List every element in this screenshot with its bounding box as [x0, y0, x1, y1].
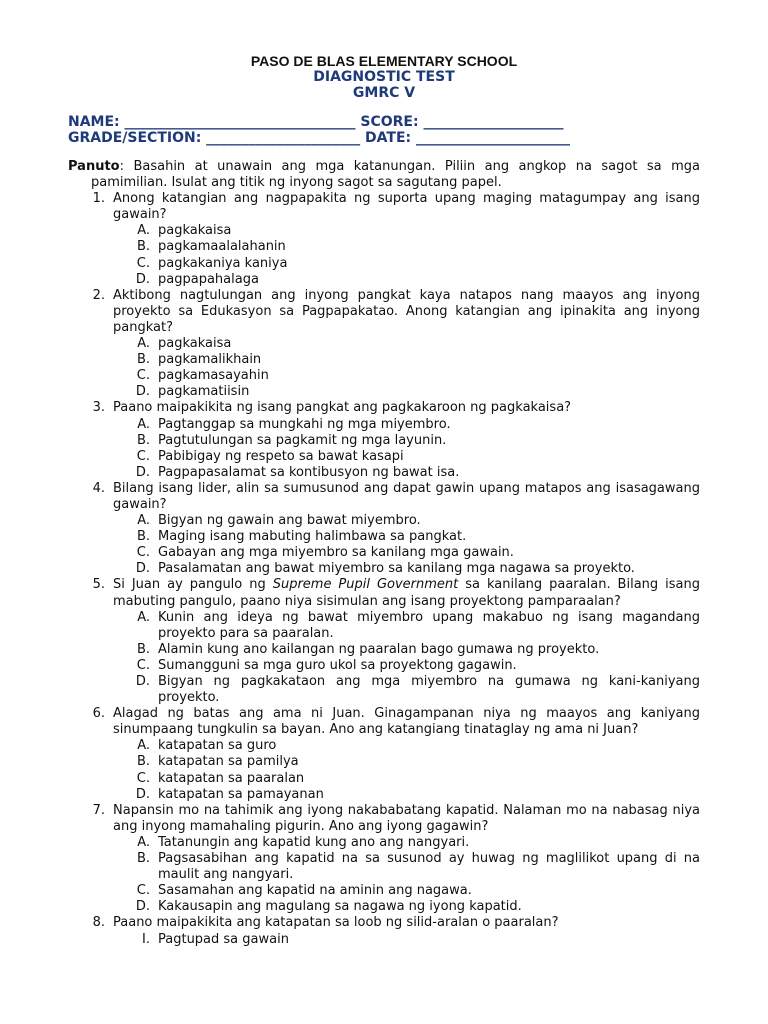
choice-letter: B. — [136, 352, 150, 368]
choice-text: pagkamatiisin — [158, 384, 250, 400]
choice-text: Pagtutulungan sa pagkamit ng mga layunin. — [158, 432, 447, 448]
choice-b — [68, 239, 700, 255]
choice-d — [68, 465, 700, 481]
choice-a — [68, 223, 700, 239]
question-2 — [68, 288, 700, 336]
choice-letter: C. — [136, 368, 150, 384]
question-text — [113, 577, 700, 609]
choice-text: pagpapahalaga — [158, 271, 259, 287]
question-3-choices — [68, 417, 700, 481]
test-content — [68, 159, 700, 948]
choice-text: katapatan sa guro — [158, 738, 277, 754]
choice-letter: C. — [136, 770, 150, 786]
question-8 — [68, 915, 700, 931]
document-header — [0, 53, 768, 101]
choice-text: Sasamahan ang kapatid na aminin ang nagawa. — [158, 883, 472, 899]
choice-a — [68, 738, 700, 754]
question-number: 8. — [92, 915, 105, 931]
choice-text: katapatan sa pamilya — [158, 754, 299, 770]
choice-letter: C. — [136, 448, 150, 464]
choice-letter: C. — [136, 255, 150, 271]
choice-c — [68, 256, 700, 272]
question-5-choices — [68, 610, 700, 707]
choice-letter: D. — [135, 561, 150, 577]
choice-d — [68, 272, 700, 288]
instructions-body — [68, 159, 700, 191]
choice-letter: A. — [137, 513, 150, 529]
choice-c — [68, 545, 700, 561]
choice-a — [68, 610, 700, 642]
choice-b — [68, 352, 700, 368]
choice-letter: D. — [135, 384, 150, 400]
choice-text: pagkakaisa — [158, 336, 232, 352]
choice-text: pagkamalikhain — [158, 352, 262, 368]
choice-text: Gabayan ang mga miyembro sa kanilang mga gawain. — [158, 545, 514, 561]
choice-letter: D. — [135, 899, 150, 915]
choice-letter: D. — [135, 464, 150, 480]
choice-b — [68, 851, 700, 883]
choice-letter: B. — [136, 529, 150, 545]
question-8-choices — [68, 932, 700, 948]
choice-letter: C. — [136, 657, 150, 673]
choice-text: katapatan sa paaralan — [158, 770, 305, 786]
choice-letter: A. — [137, 738, 150, 754]
choice-letter: A. — [137, 416, 150, 432]
question-text-italic: Supreme Pupil Government — [272, 577, 459, 593]
choice-c — [68, 883, 700, 899]
choice-letter: B. — [136, 851, 150, 867]
instructions-label: Panuto — [68, 159, 120, 174]
question-number: 5. — [92, 577, 105, 593]
question-number: 1. — [92, 191, 105, 207]
choice-b — [68, 754, 700, 770]
choice-text: Tatanungin ang kapatid kung ano ang nangyari. — [158, 834, 470, 850]
choice-letter: D. — [135, 271, 150, 287]
choice-text: Pabibigay ng respeto sa bawat kasapi — [158, 448, 404, 464]
question-1 — [68, 191, 700, 223]
choice-d — [68, 899, 700, 915]
choice-d — [68, 674, 700, 706]
question-text: Alagad ng batas ang ama ni Juan. Ginagampanan niya ng maayos ang kaniyang sinumpaang tungkulin sa bayan. Ano ang katangiang tinataglay ng ama ni Juan? — [113, 706, 700, 738]
student-info-fields — [68, 114, 708, 146]
choice-letter: B. — [136, 754, 150, 770]
choice-d — [68, 787, 700, 803]
question-4 — [68, 481, 700, 513]
question-text: Napansin mo na tahimik ang iyong nakababatang kapatid. Nalaman mo na nabasag niya ang inyong mamahaling pigurin. Ano ang iyong gagawin? — [113, 802, 700, 834]
choice-text: Kakausapin ang magulang sa nagawa ng iyong kapatid. — [158, 899, 522, 915]
subject-title: GMRC V — [352, 85, 416, 101]
question-text: Paano maipakikita ang katapatan sa loob ng silid-aralan o paaralan? — [113, 915, 559, 931]
choice-b — [68, 642, 700, 658]
question-5 — [68, 577, 700, 609]
question-number: 4. — [92, 480, 105, 496]
choice-letter: D. — [135, 786, 150, 802]
choice-c — [68, 771, 700, 787]
choice-text: Alamin kung ano kailangan ng paaralan bago gumawa ng proyekto. — [158, 641, 600, 657]
choice-text: pagkakaisa — [158, 223, 232, 239]
choice-text: Pagsasabihan ang kapatid na sa susunod ay huwag ng maglilikot upang di na maulit ang nangyari. — [158, 851, 700, 883]
choice-c — [68, 449, 700, 465]
choice-text: Pagtupad sa gawain — [158, 931, 289, 947]
question-2-choices — [68, 336, 700, 400]
choice-letter: C. — [136, 883, 150, 899]
choice-c — [68, 658, 700, 674]
question-1-choices — [68, 223, 700, 287]
question-3 — [68, 400, 700, 416]
choice-a — [68, 336, 700, 352]
choice-text: Sumangguni sa mga guro ukol sa proyektong gagawin. — [158, 657, 517, 673]
choice-d — [68, 561, 700, 577]
choice-c — [68, 368, 700, 384]
choice-letter: A. — [137, 834, 150, 850]
choice-letter: D. — [135, 674, 150, 689]
choice-text: Pagtanggap sa mungkahi ng mga miyembro. — [158, 416, 451, 432]
choice-text: Bigyan ng pagkakataon ang mga miyembro na gumawa ng kani-kaniyang proyekto. — [158, 674, 700, 706]
choice-i — [68, 932, 700, 948]
choice-letter: B. — [136, 432, 150, 448]
instructions — [68, 159, 700, 191]
question-6 — [68, 706, 700, 738]
choice-letter: B. — [136, 641, 150, 657]
grade-date-line: GRADE/SECTION: ______________________ DATE: ______________________ — [68, 130, 571, 146]
choice-letter: A. — [137, 609, 150, 625]
choice-d — [68, 384, 700, 400]
choice-text: pagkamasayahin — [158, 368, 269, 384]
choice-text: Pagpapasalamat sa kontibusyon ng bawat isa. — [158, 464, 460, 480]
name-score-line: NAME: _________________________________ SCORE: ____________________ — [68, 114, 564, 130]
question-text: Bilang isang lider, alin sa sumusunod ang dapat gawin upang matapos ang isasagawang gawain? — [113, 480, 700, 512]
question-number: 2. — [92, 287, 105, 303]
choice-b — [68, 529, 700, 545]
question-number: 3. — [92, 400, 105, 416]
school-name: PASO DE BLAS ELEMENTARY SCHOOL — [250, 53, 518, 69]
choice-text: Maging isang mabuting halimbawa sa pangkat. — [158, 529, 467, 545]
choice-text: Kunin ang ideya ng bawat miyembro upang makabuo ng isang magandang proyekto para sa paaralan. — [158, 609, 700, 641]
question-number: 6. — [92, 706, 105, 722]
question-text: Aktibong nagtulungan ang inyong pangkat kaya natapos nang maayos ang inyong proyekto sa Edukasyon sa Pagpapakatao. Anong katangian ang ipinakita ang inyong pangkat? — [113, 287, 700, 335]
choice-a — [68, 513, 700, 529]
choice-text: pagkakaniya kaniya — [158, 255, 288, 271]
choice-a — [68, 417, 700, 433]
question-4-choices — [68, 513, 700, 577]
question-text-pre: Si Juan ay pangulo ng — [113, 577, 273, 593]
instructions-text: : Basahin at unawain ang mga katanungan. Piliin ang angkop na sagot sa mga pamimilian. Isulat ang titik ng inyong sagot sa sagutang papel. — [91, 159, 700, 191]
question-7 — [68, 803, 700, 835]
choice-text: katapatan sa pamayanan — [158, 786, 324, 802]
choice-text: pagkamaalalahanin — [158, 239, 286, 255]
choice-letter: A. — [137, 336, 150, 352]
question-text-post: sa kanilang paaralan. Bilang isang mabuting pangulo, paano niya sisimulan ang isang proyektong pamparaalan? — [113, 577, 700, 609]
choice-letter: I. — [142, 931, 150, 947]
question-6-choices — [68, 738, 700, 802]
choice-letter: A. — [137, 223, 150, 239]
choice-a — [68, 835, 700, 851]
question-text: Paano maipakikita ng isang pangkat ang pagkakaroon ng pagkakaisa? — [113, 400, 572, 416]
choice-letter: B. — [136, 239, 150, 255]
question-7-choices — [68, 835, 700, 915]
test-title: DIAGNOSTIC TEST — [313, 69, 455, 85]
choice-letter: C. — [136, 545, 150, 561]
choice-text: Bigyan ng gawain ang bawat miyembro. — [158, 513, 421, 529]
choice-text: Pasalamatan ang bawat miyembro sa kanilang mga nagawa sa proyekto. — [158, 561, 635, 577]
choice-b — [68, 433, 700, 449]
question-text: Anong katangian ang nagpapakita ng suporta upang maging matagumpay ang isang gawain? — [113, 191, 700, 223]
question-number: 7. — [92, 802, 105, 818]
